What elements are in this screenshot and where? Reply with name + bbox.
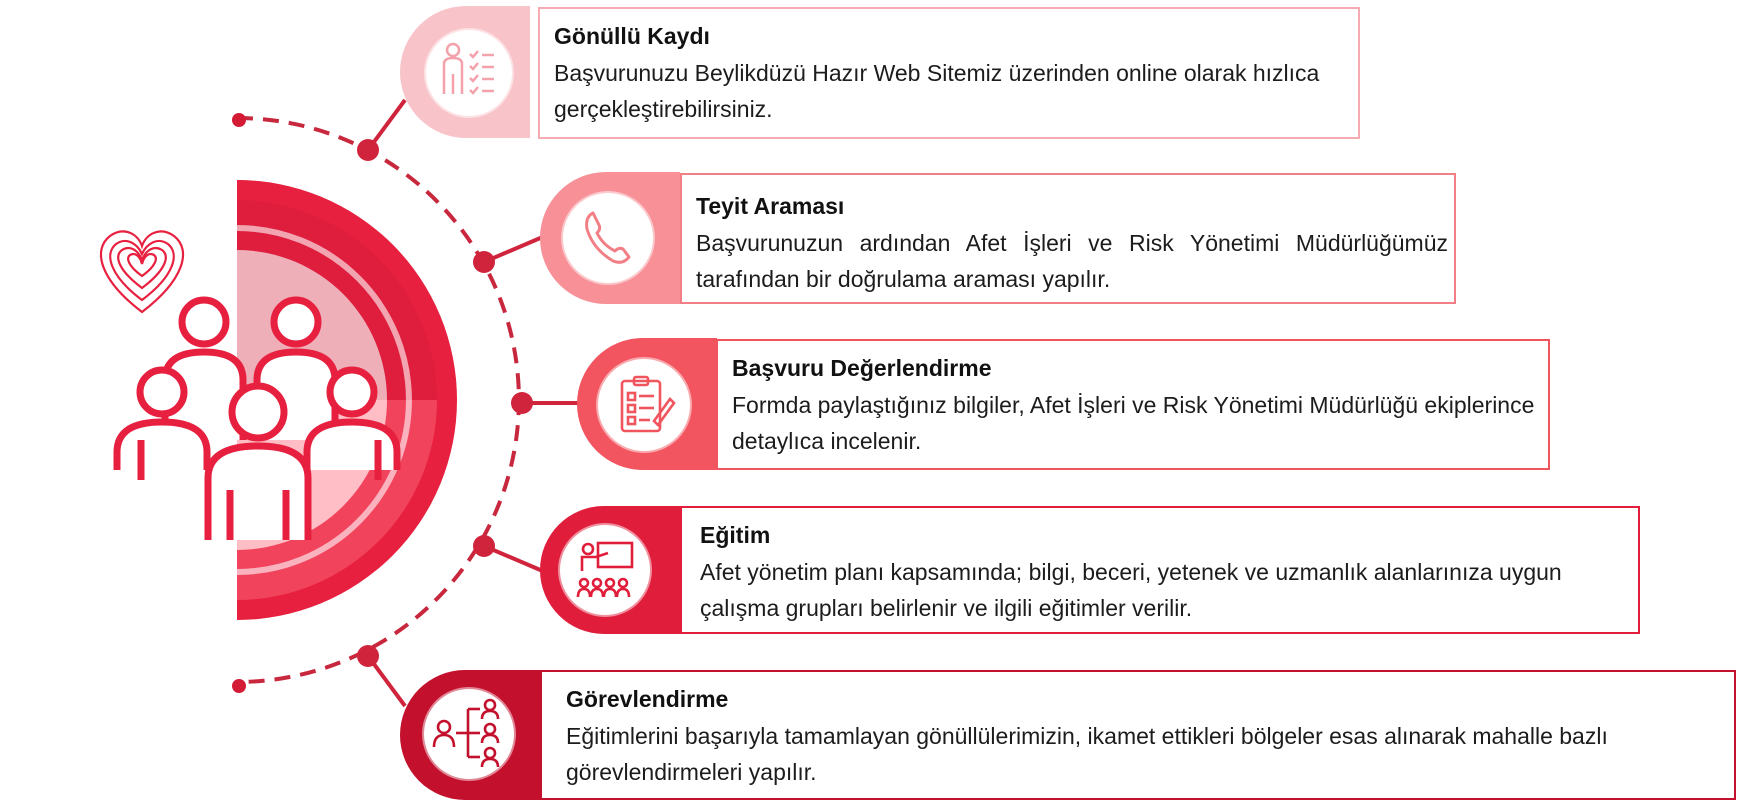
arc-end-dot-bottom	[232, 679, 246, 693]
classroom-icon	[560, 525, 650, 615]
step-5-title: Görevlendirme	[566, 686, 729, 712]
step-4-card	[680, 506, 1640, 634]
timeline-dot-4	[473, 535, 495, 557]
org-assignment-icon	[424, 689, 514, 779]
step-5-card	[540, 670, 1736, 800]
step-1-disc	[426, 30, 512, 116]
step-4-disc	[560, 525, 650, 615]
step-3-card	[716, 339, 1550, 470]
step-1-description: Başvurunuzu Beylikdüzü Hazır Web Sitemiz üzerinden online olarak hızlıca gerçekleştirebilirsiniz.	[554, 60, 1320, 122]
step-3-description: Formda paylaştığınız bilgiler, Afet İşleri ve Risk Yönetimi Müdürlüğü ekiplerince detaylıca incelenir.	[732, 392, 1535, 454]
step-1-card	[538, 7, 1360, 139]
step-2-description: Başvurunuzun ardından Afet İşleri ve Risk Yönetimi Müdürlüğümüz tarafından bir doğrulama araması yapılır.	[696, 230, 1448, 292]
step-2-card	[680, 173, 1456, 304]
timeline-dot-1	[357, 139, 379, 161]
step-4-description: Afet yönetim planı kapsamında; bilgi, beceri, yetenek ve uzmanlık alanlarınıza uygun çalışma grupları belirlenir ve ilgili eğitimler verilir.	[700, 559, 1562, 621]
step-5-description: Eğitimlerini başarıyla tamamlayan gönüllülerimizin, ikamet ettikleri bölgeler esas alınarak mahalle bazlı görevlendirmeleri yapılır.	[566, 723, 1608, 785]
heart-fingerprint-icon	[101, 231, 183, 312]
arc-end-dot-top	[232, 113, 246, 127]
step-1-title: Gönüllü Kaydı	[554, 23, 710, 49]
step-4-title: Eğitim	[700, 522, 771, 548]
step-2-title: Teyit Araması	[696, 193, 845, 219]
clipboard-evaluation-icon	[598, 359, 690, 451]
volunteer-checklist-icon	[426, 30, 512, 116]
timeline-dot-5	[357, 645, 379, 667]
phone-icon	[563, 193, 653, 283]
timeline-dot-3	[511, 392, 533, 414]
timeline-dot-2	[473, 251, 495, 273]
step-3-disc	[598, 359, 690, 451]
step-5-disc	[424, 689, 514, 779]
step-2-disc	[563, 193, 653, 283]
step-3-title: Başvuru Değerlendirme	[732, 355, 992, 381]
